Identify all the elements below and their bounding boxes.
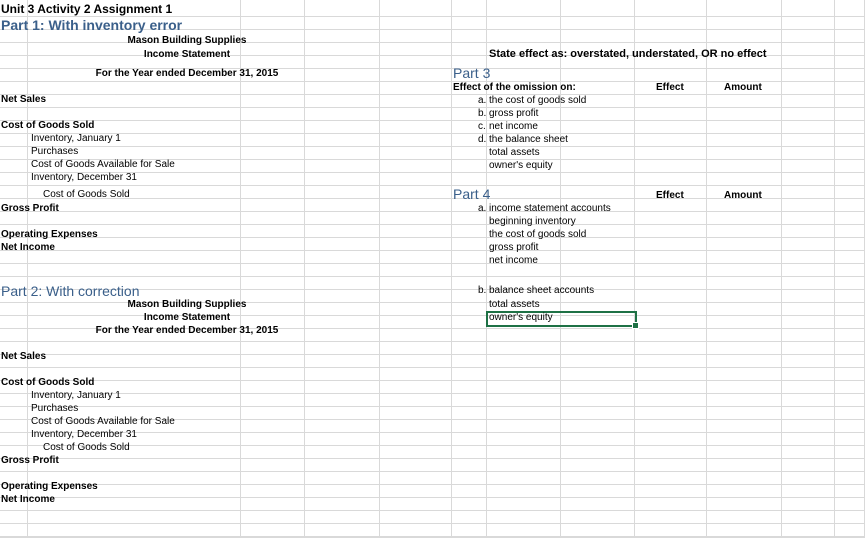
part2-cogs-label[interactable]: Cost of Goods Sold	[1, 377, 95, 388]
part3-prompt[interactable]: Effect of the omission on:	[453, 82, 576, 93]
part4-amount-header[interactable]: Amount	[724, 190, 762, 201]
part3-amount-header[interactable]: Amount	[724, 82, 762, 93]
part2-heading[interactable]: Part 2: With correction	[1, 283, 140, 299]
part2-operating-expenses[interactable]: Operating Expenses	[1, 481, 98, 492]
part2-purchases[interactable]: Purchases	[31, 403, 79, 414]
part3-item-letter: c.	[478, 121, 486, 132]
part4-a-item[interactable]: beginning inventory	[489, 216, 576, 227]
part2-inv-jan[interactable]: Inventory, January 1	[31, 390, 121, 401]
part2-cogs-total[interactable]: Cost of Goods Sold	[43, 442, 130, 453]
part2-statement[interactable]: Income Statement	[143, 312, 231, 323]
part1-statement[interactable]: Income Statement	[143, 49, 231, 60]
part2-company[interactable]: Mason Building Supplies	[127, 299, 247, 310]
part3-sub-item[interactable]: total assets	[489, 147, 540, 158]
part4-b-letter: b.	[478, 285, 487, 296]
part3-item-text[interactable]: gross profit	[489, 108, 539, 119]
part3-item-letter: b.	[478, 108, 487, 119]
part1-company[interactable]: Mason Building Supplies	[127, 35, 247, 46]
part2-net-income[interactable]: Net Income	[1, 494, 55, 505]
part4-a-item[interactable]: net income	[489, 255, 538, 266]
part4-a-item[interactable]: gross profit	[489, 242, 539, 253]
part1-gross-profit[interactable]: Gross Profit	[1, 203, 59, 214]
part1-inv-jan[interactable]: Inventory, January 1	[31, 133, 121, 144]
part4-a-text[interactable]: income statement accounts	[489, 203, 611, 214]
part2-cogs-available[interactable]: Cost of Goods Available for Sale	[31, 416, 175, 427]
part1-cogs-available[interactable]: Cost of Goods Available for Sale	[31, 159, 175, 170]
part4-heading[interactable]: Part 4	[453, 186, 491, 202]
part2-period[interactable]: For the Year ended December 31, 2015	[95, 325, 279, 336]
fill-handle[interactable]	[632, 322, 639, 329]
part1-period[interactable]: For the Year ended December 31, 2015	[95, 68, 279, 79]
part4-b-item[interactable]: total assets	[489, 299, 540, 310]
part1-purchases[interactable]: Purchases	[31, 146, 79, 157]
part1-net-income[interactable]: Net Income	[1, 242, 55, 253]
part1-operating-expenses[interactable]: Operating Expenses	[1, 229, 98, 240]
part1-heading[interactable]: Part 1: With inventory error	[1, 17, 183, 33]
part3-item-text[interactable]: the balance sheet	[489, 134, 568, 145]
part1-inv-dec[interactable]: Inventory, December 31	[31, 172, 137, 183]
part4-b-text[interactable]: balance sheet accounts	[489, 285, 595, 296]
part2-gross-profit[interactable]: Gross Profit	[1, 455, 59, 466]
part1-cogs-label[interactable]: Cost of Goods Sold	[1, 120, 95, 131]
part3-item-letter: a.	[478, 95, 487, 106]
part3-item-text[interactable]: the cost of goods sold	[489, 95, 587, 106]
part3-item-letter: d.	[478, 134, 487, 145]
part2-net-sales[interactable]: Net Sales	[1, 351, 47, 362]
part3-effect-header[interactable]: Effect	[656, 82, 684, 93]
part3-sub-item[interactable]: owner's equity	[489, 160, 553, 171]
part4-a-letter: a.	[478, 203, 487, 214]
part1-cogs-total[interactable]: Cost of Goods Sold	[43, 189, 130, 200]
sheet-title[interactable]: Unit 3 Activity 2 Assignment 1	[1, 2, 173, 16]
part3-item-text[interactable]: net income	[489, 121, 538, 132]
part4-effect-header[interactable]: Effect	[656, 190, 684, 201]
effect-instruction[interactable]: State effect as: overstated, understated, OR no effect	[489, 48, 767, 60]
part1-net-sales[interactable]: Net Sales	[1, 94, 47, 105]
part4-a-item[interactable]: the cost of goods sold	[489, 229, 587, 240]
part4-b-item-selected[interactable]: owner's equity	[489, 312, 553, 323]
part2-inv-dec[interactable]: Inventory, December 31	[31, 429, 137, 440]
part3-heading[interactable]: Part 3	[453, 65, 491, 81]
